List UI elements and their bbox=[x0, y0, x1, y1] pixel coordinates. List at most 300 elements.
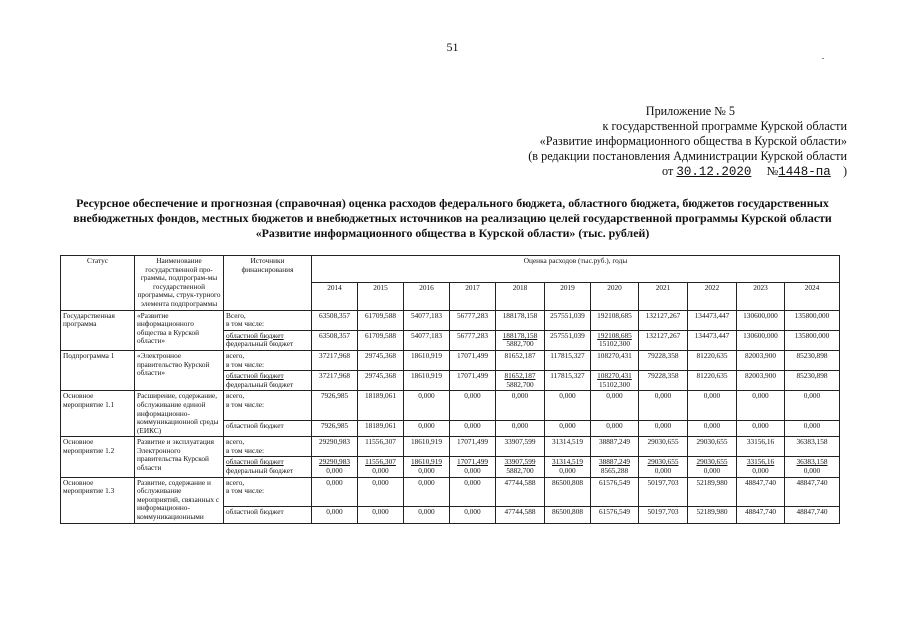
value: 81652,187 bbox=[504, 371, 536, 381]
value-cell bbox=[737, 457, 785, 477]
value: 0,000 bbox=[372, 506, 389, 516]
value: 0,000 bbox=[703, 420, 721, 430]
value: 0,000 bbox=[418, 466, 435, 476]
value-cell bbox=[545, 437, 591, 457]
value-cell bbox=[591, 371, 639, 391]
value-cell bbox=[591, 477, 639, 506]
resolution-date: 30.12.2020 bbox=[676, 165, 752, 179]
source-line: в том числе: bbox=[226, 399, 265, 409]
value-cell bbox=[312, 420, 358, 437]
row-source bbox=[224, 330, 312, 350]
value-cell bbox=[545, 371, 591, 391]
value-cell bbox=[450, 330, 496, 350]
value: 56777,283 bbox=[456, 330, 488, 340]
value: 0,000 bbox=[606, 391, 623, 401]
value: 86500,808 bbox=[551, 506, 583, 516]
value: 134473,447 bbox=[694, 310, 730, 320]
value: 0,000 bbox=[464, 506, 481, 516]
row-name: Развитие и эксплуатация Электронного правительства Курской области bbox=[135, 437, 224, 477]
value-cell bbox=[358, 350, 404, 370]
value-cell bbox=[545, 506, 591, 523]
source-line: всего, bbox=[226, 437, 245, 447]
value-cell bbox=[591, 457, 639, 477]
value: 17071,499 bbox=[456, 457, 488, 467]
value-cell bbox=[591, 391, 639, 420]
value-cell bbox=[358, 391, 404, 420]
value: 0,000 bbox=[654, 420, 672, 430]
value-cell bbox=[404, 457, 450, 477]
value: 0,000 bbox=[418, 420, 435, 430]
source-line: в том числе: bbox=[226, 445, 265, 455]
value-cell bbox=[639, 506, 688, 523]
value: 0,000 bbox=[703, 391, 721, 401]
value-cell bbox=[450, 457, 496, 477]
value-cell bbox=[358, 477, 404, 506]
value-cell bbox=[496, 477, 545, 506]
row-name: Развитие, содержание и обслуживание мероприятий, связанных с информационно-коммуникационными bbox=[135, 477, 224, 523]
appendix-program: к государственной программе Курской области bbox=[602, 119, 847, 133]
header-year: 2022 bbox=[688, 283, 737, 310]
value-cell bbox=[312, 310, 358, 330]
value: 31314,519 bbox=[551, 457, 583, 467]
value: 5882,700 bbox=[506, 339, 534, 349]
row-source bbox=[224, 391, 312, 420]
value-cell bbox=[639, 437, 688, 457]
source-line: в том числе: bbox=[226, 359, 265, 369]
value: 0,000 bbox=[752, 466, 769, 476]
resolution-number: 1448-па bbox=[778, 165, 831, 179]
value: 0,000 bbox=[464, 420, 481, 430]
header-year: 2023 bbox=[737, 283, 785, 310]
appendix-header bbox=[528, 104, 847, 180]
value: 29030,655 bbox=[647, 457, 679, 467]
source-line: федеральный бюджет bbox=[226, 379, 294, 389]
value: 82003,900 bbox=[744, 350, 776, 360]
value-cell bbox=[639, 477, 688, 506]
value: 47744,588 bbox=[504, 477, 536, 487]
value-cell bbox=[688, 477, 737, 506]
value-cell bbox=[639, 310, 688, 330]
value-cell bbox=[545, 350, 591, 370]
value-cell bbox=[358, 330, 404, 350]
date-prefix: от bbox=[662, 164, 674, 178]
value: 15102,300 bbox=[598, 339, 630, 349]
value: 134473,447 bbox=[694, 330, 730, 340]
value-cell bbox=[785, 350, 840, 370]
value: 257551,039 bbox=[550, 330, 585, 340]
value: 81220,635 bbox=[696, 350, 728, 360]
value: 0,000 bbox=[511, 391, 529, 401]
value: 15102,300 bbox=[598, 379, 630, 389]
source-line: всего, bbox=[226, 350, 245, 360]
value-cell bbox=[785, 457, 840, 477]
value-cell bbox=[496, 371, 545, 391]
appendix-title: Приложение № 5 bbox=[645, 104, 735, 118]
row-status: Основное мероприятие 1.1 bbox=[61, 391, 135, 437]
value-cell bbox=[450, 437, 496, 457]
value: 47744,588 bbox=[504, 506, 536, 516]
value: 37217,968 bbox=[318, 350, 350, 360]
value-cell bbox=[591, 310, 639, 330]
value: 61576,549 bbox=[598, 477, 630, 487]
value: 79228,358 bbox=[647, 350, 679, 360]
value-cell bbox=[404, 420, 450, 437]
value-cell bbox=[404, 350, 450, 370]
value-cell bbox=[688, 506, 737, 523]
value-cell bbox=[312, 477, 358, 506]
value: 81652,187 bbox=[504, 350, 536, 360]
source-line: федеральный бюджет bbox=[226, 339, 294, 349]
row-status: Государственная программа bbox=[61, 310, 135, 350]
value: 7926,985 bbox=[320, 391, 349, 401]
value-cell bbox=[737, 391, 785, 420]
value-cell bbox=[639, 350, 688, 370]
value: 36383,158 bbox=[796, 457, 828, 467]
value: 52189,980 bbox=[696, 506, 728, 516]
value-cell bbox=[358, 457, 404, 477]
value-cell bbox=[450, 506, 496, 523]
value-cell bbox=[785, 437, 840, 457]
value-cell bbox=[358, 437, 404, 457]
header-year: 2015 bbox=[358, 283, 404, 310]
value: 50197,703 bbox=[647, 506, 679, 516]
value-cell bbox=[737, 310, 785, 330]
value: 29745,368 bbox=[364, 350, 396, 360]
page-number: 51 bbox=[446, 40, 459, 54]
value-cell bbox=[591, 330, 639, 350]
value: 257551,039 bbox=[550, 310, 585, 320]
value: 0,000 bbox=[803, 391, 821, 401]
value: 33156,16 bbox=[746, 437, 775, 447]
table-row bbox=[61, 310, 840, 330]
table-row bbox=[61, 350, 840, 370]
value-cell bbox=[737, 477, 785, 506]
value: 0,000 bbox=[559, 466, 576, 476]
row-source bbox=[224, 371, 312, 391]
value: 117815,327 bbox=[550, 371, 585, 381]
value: 18610,919 bbox=[410, 350, 442, 360]
table-header bbox=[61, 256, 840, 311]
value-cell bbox=[591, 437, 639, 457]
value: 38887,249 bbox=[598, 457, 630, 467]
value-cell bbox=[591, 350, 639, 370]
value: 0,000 bbox=[326, 506, 343, 516]
value: 0,000 bbox=[326, 466, 343, 476]
value: 130600,000 bbox=[743, 330, 778, 340]
number-prefix: № bbox=[766, 164, 779, 178]
value: 11556,307 bbox=[365, 457, 396, 467]
value-cell bbox=[639, 391, 688, 420]
value-cell bbox=[450, 310, 496, 330]
source-line: федеральный бюджет bbox=[226, 466, 294, 476]
value-cell bbox=[785, 371, 840, 391]
value: 29290,983 bbox=[318, 437, 350, 447]
value: 130600,000 bbox=[743, 310, 778, 320]
value: 0,000 bbox=[752, 391, 769, 401]
value: 0,000 bbox=[464, 391, 481, 401]
value: 0,000 bbox=[703, 466, 721, 476]
value: 18189,061 bbox=[364, 391, 396, 401]
header-year: 2014 bbox=[312, 283, 358, 310]
value-cell bbox=[450, 391, 496, 420]
value: 17071,499 bbox=[456, 350, 488, 360]
value-cell bbox=[785, 310, 840, 330]
row-source bbox=[224, 506, 312, 523]
value-cell bbox=[785, 506, 840, 523]
row-source bbox=[224, 350, 312, 370]
value: 0,000 bbox=[559, 391, 576, 401]
value: 33907,599 bbox=[504, 457, 536, 467]
value-cell bbox=[688, 330, 737, 350]
value-cell bbox=[785, 477, 840, 506]
row-name: «Электронное правительство Курской области» bbox=[135, 350, 224, 390]
value: 85230,898 bbox=[796, 350, 828, 360]
value-cell bbox=[496, 506, 545, 523]
value: 5882,700 bbox=[506, 379, 534, 389]
table-row bbox=[61, 437, 840, 457]
value-cell bbox=[312, 330, 358, 350]
value-cell bbox=[404, 310, 450, 330]
value-cell bbox=[545, 330, 591, 350]
value: 29030,655 bbox=[696, 437, 728, 447]
value: 48847,740 bbox=[796, 477, 828, 487]
value: 52189,980 bbox=[696, 477, 728, 487]
value: 132127,267 bbox=[645, 330, 681, 340]
source-line: областной бюджет bbox=[226, 457, 284, 467]
value: 85230,898 bbox=[796, 371, 828, 381]
value-cell bbox=[312, 437, 358, 457]
value-cell bbox=[496, 420, 545, 437]
value: 29745,368 bbox=[364, 371, 396, 381]
value: 11556,307 bbox=[365, 437, 396, 447]
value: 0,000 bbox=[803, 466, 821, 476]
value: 29030,655 bbox=[696, 457, 728, 467]
source-line: всего, bbox=[226, 477, 245, 487]
value-cell bbox=[312, 371, 358, 391]
value-cell bbox=[591, 506, 639, 523]
value-cell bbox=[639, 371, 688, 391]
row-source bbox=[224, 310, 312, 330]
value: 50197,703 bbox=[647, 477, 679, 487]
source-line: областной бюджет bbox=[226, 506, 284, 516]
value-cell bbox=[358, 420, 404, 437]
value-cell bbox=[737, 506, 785, 523]
table-row bbox=[61, 477, 840, 506]
value-cell bbox=[591, 420, 639, 437]
value: 0,000 bbox=[559, 420, 576, 430]
value-cell bbox=[737, 437, 785, 457]
header-row bbox=[61, 256, 840, 283]
value: 81220,635 bbox=[696, 371, 728, 381]
header-year: 2021 bbox=[639, 283, 688, 310]
source-line: всего, bbox=[226, 391, 245, 401]
value: 0,000 bbox=[654, 391, 672, 401]
value-cell bbox=[785, 391, 840, 420]
value: 0,000 bbox=[372, 477, 389, 487]
value-cell bbox=[450, 350, 496, 370]
row-source bbox=[224, 477, 312, 506]
value: 8565,288 bbox=[600, 466, 629, 476]
header-year: 2019 bbox=[545, 283, 591, 310]
value-cell bbox=[639, 457, 688, 477]
value: 188178,158 bbox=[502, 310, 538, 320]
value-cell bbox=[688, 391, 737, 420]
header-year: 2024 bbox=[785, 283, 840, 310]
value: 0,000 bbox=[654, 466, 672, 476]
appendix-edition: (в редакции постановления Администрации Курской области bbox=[528, 149, 847, 163]
value-cell bbox=[496, 437, 545, 457]
value-cell bbox=[358, 506, 404, 523]
value-cell bbox=[450, 477, 496, 506]
value-cell bbox=[737, 330, 785, 350]
value: 188178,158 bbox=[502, 330, 538, 340]
value: 48847,740 bbox=[744, 477, 776, 487]
row-source bbox=[224, 420, 312, 437]
table-body bbox=[61, 310, 840, 523]
value-cell bbox=[496, 330, 545, 350]
value: 108270,431 bbox=[597, 350, 632, 360]
header-year: 2020 bbox=[591, 283, 639, 310]
appendix-date-line bbox=[528, 164, 847, 180]
scan-artifact bbox=[822, 58, 824, 59]
value: 18610,919 bbox=[410, 457, 442, 467]
value: 117815,327 bbox=[550, 350, 585, 360]
value-cell bbox=[737, 420, 785, 437]
value: 135800,000 bbox=[794, 330, 830, 340]
value: 192108,685 bbox=[597, 330, 632, 340]
budget-table bbox=[60, 255, 840, 524]
value-cell bbox=[639, 330, 688, 350]
value-cell bbox=[737, 371, 785, 391]
value: 31314,519 bbox=[551, 437, 583, 447]
row-status: Основное мероприятие 1.2 bbox=[61, 437, 135, 477]
value: 17071,499 bbox=[456, 371, 488, 381]
value-cell bbox=[404, 477, 450, 506]
header-year: 2016 bbox=[404, 283, 450, 310]
row-source bbox=[224, 457, 312, 477]
row-status: Основное мероприятие 1.3 bbox=[61, 477, 135, 523]
value: 17071,499 bbox=[456, 437, 488, 447]
value: 63508,357 bbox=[318, 310, 350, 320]
value-cell bbox=[312, 391, 358, 420]
row-name: Расширение, содержание, обслуживание единой информационно-коммуникационной среды (ЕИКС) bbox=[135, 391, 224, 437]
value-cell bbox=[450, 371, 496, 391]
value-cell bbox=[496, 310, 545, 330]
value: 61709,588 bbox=[364, 310, 396, 320]
value: 7926,985 bbox=[320, 420, 349, 430]
value-cell bbox=[312, 506, 358, 523]
value: 0,000 bbox=[464, 477, 481, 487]
source-line: Всего, bbox=[226, 310, 246, 320]
value: 29290,983 bbox=[318, 457, 350, 467]
value-cell bbox=[545, 457, 591, 477]
value: 54077,183 bbox=[410, 310, 442, 320]
value-cell bbox=[545, 477, 591, 506]
value: 0,000 bbox=[418, 506, 435, 516]
header-year: 2018 bbox=[496, 283, 545, 310]
value: 0,000 bbox=[418, 391, 435, 401]
source-line: в том числе: bbox=[226, 486, 265, 496]
value: 54077,183 bbox=[410, 330, 442, 340]
value-cell bbox=[496, 391, 545, 420]
source-line: в том числе: bbox=[226, 319, 265, 329]
value: 79228,358 bbox=[647, 371, 679, 381]
document-title: Ресурсное обеспечение и прогнозная (справочная) оценка расходов федерального бюджета, областного бюджета, бюджетов государственных внебюджетных фондов, местных бюджетов и внебюджетных источников на реализацию целей государственной программы Курской области «Развитие информационного общества в Курской области» (тыс. рублей) bbox=[73, 196, 832, 240]
value-cell bbox=[358, 310, 404, 330]
value-cell bbox=[404, 437, 450, 457]
header-year: 2017 bbox=[450, 283, 496, 310]
value: 56777,283 bbox=[456, 310, 488, 320]
value: 48847,740 bbox=[744, 506, 776, 516]
row-name: «Развитие информационного общества в Курской области» bbox=[135, 310, 224, 350]
closing-paren: ) bbox=[842, 164, 847, 178]
value: 29030,655 bbox=[647, 437, 679, 447]
value-cell bbox=[688, 420, 737, 437]
value-cell bbox=[785, 330, 840, 350]
value: 108270,431 bbox=[597, 371, 632, 381]
value-cell bbox=[450, 420, 496, 437]
value-cell bbox=[312, 350, 358, 370]
value-cell bbox=[312, 457, 358, 477]
value-cell bbox=[688, 310, 737, 330]
value: 36383,158 bbox=[796, 437, 828, 447]
value: 0,000 bbox=[752, 420, 769, 430]
value: 5882,700 bbox=[506, 466, 534, 476]
value: 38887,249 bbox=[598, 437, 630, 447]
header-name: Наименование государственной про-граммы, подпрограм-мы государственной программы, струк-турного элемента подпрограммы bbox=[135, 256, 224, 311]
value: 135800,000 bbox=[794, 310, 830, 320]
row-source bbox=[224, 437, 312, 457]
value-cell bbox=[545, 310, 591, 330]
value: 61709,588 bbox=[364, 330, 396, 340]
value: 86500,808 bbox=[551, 477, 583, 487]
value-cell bbox=[785, 420, 840, 437]
value-cell bbox=[688, 437, 737, 457]
value: 0,000 bbox=[511, 420, 529, 430]
row-status: Подпрограмма 1 bbox=[61, 350, 135, 390]
value-cell bbox=[688, 371, 737, 391]
header-status: Статус bbox=[61, 256, 135, 311]
value: 33156,16 bbox=[746, 457, 775, 467]
value-cell bbox=[545, 391, 591, 420]
source-line: областной бюджет bbox=[226, 420, 284, 430]
value-cell bbox=[545, 420, 591, 437]
table-row bbox=[61, 391, 840, 420]
value: 0,000 bbox=[326, 477, 343, 487]
source-line: областной бюджет bbox=[226, 371, 284, 381]
value-cell bbox=[737, 350, 785, 370]
value: 0,000 bbox=[606, 420, 623, 430]
appendix-program-name: «Развитие информационного общества в Курской области» bbox=[539, 134, 847, 148]
value-cell bbox=[496, 350, 545, 370]
value: 82003,900 bbox=[744, 371, 776, 381]
value: 18189,061 bbox=[364, 420, 396, 430]
value: 18610,919 bbox=[410, 437, 442, 447]
value-cell bbox=[358, 371, 404, 391]
value: 0,000 bbox=[803, 420, 821, 430]
value: 37217,968 bbox=[318, 371, 350, 381]
value: 0,000 bbox=[372, 466, 389, 476]
value-cell bbox=[639, 420, 688, 437]
header-source: Источники финансирования bbox=[224, 256, 312, 311]
value: 61576,549 bbox=[598, 506, 630, 516]
value: 48847,740 bbox=[796, 506, 828, 516]
value: 132127,267 bbox=[645, 310, 681, 320]
value-cell bbox=[404, 391, 450, 420]
value: 0,000 bbox=[418, 477, 435, 487]
source-line: областной бюджет bbox=[226, 330, 284, 340]
value: 192108,685 bbox=[597, 310, 632, 320]
